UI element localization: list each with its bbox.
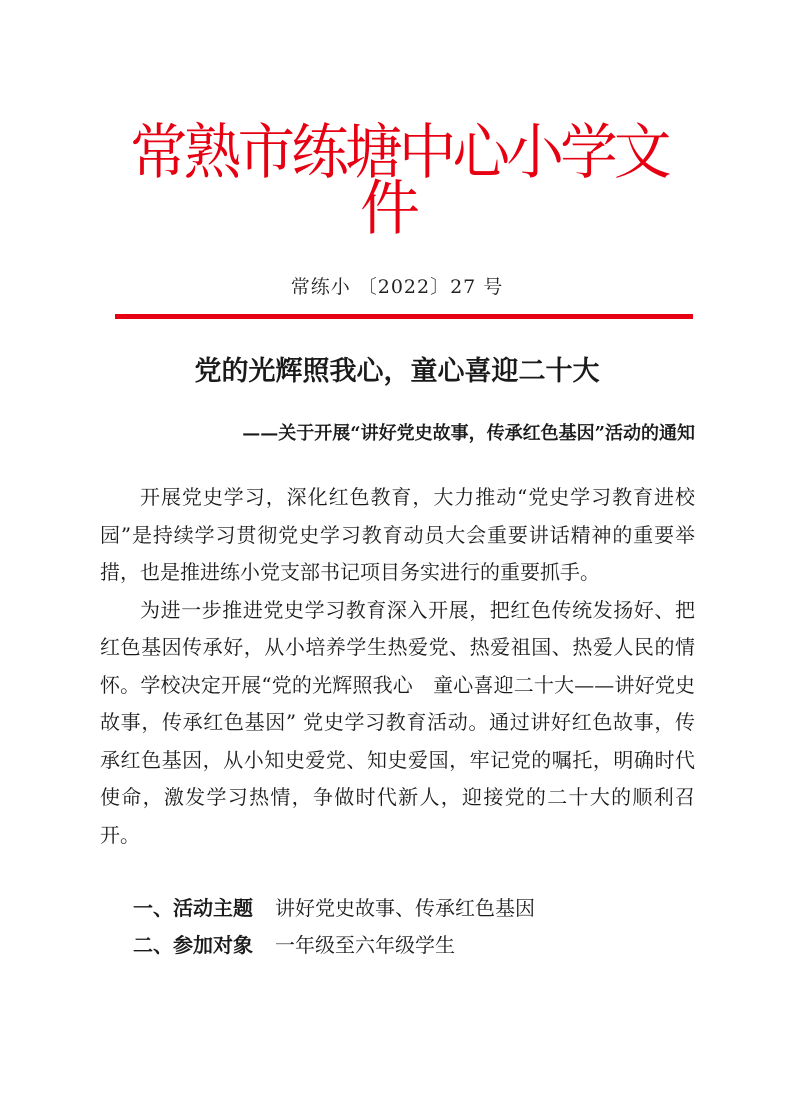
org-masthead xyxy=(130,118,690,244)
document-number: 常练小 〔2022〕27 号 xyxy=(290,276,504,298)
paragraph-2: 为进一步推进党史学习教育深入开展，把红色传统发扬好、把红色基因传承好，从小培养学生热爱党、热爱祖国、热爱人民的情怀。学校决定开展“党的光辉照我心 童心喜迎二十大——讲好党史故事，传承红色基因” 党史学习教育活动。通过讲好红色故事，传承红色基因，从小知史爱党、知史爱国，牢记党的嘱托，明确时代使命，激发学习热情，争做时代新人，迎接党的二十大的顺利召开。 xyxy=(100,597,695,847)
section-activity-theme xyxy=(133,893,535,923)
section-heading: 一、活动主题 xyxy=(133,896,253,920)
body-text xyxy=(100,479,695,854)
paragraph-1: 开展党史学习，深化红色教育，大力推动“党史学习教育进校园”是持续学习贯彻党史学习教育动员大会重要讲话精神的重要举措，也是推进练小党支部书记项目务实进行的重要抓手。 xyxy=(100,485,695,584)
section-value: 一年级至六年级学生 xyxy=(275,933,455,957)
red-divider xyxy=(115,314,693,319)
section-heading: 二、参加对象 xyxy=(133,933,253,957)
page-title: 党的光辉照我心，童心喜迎二十大 xyxy=(194,356,600,387)
org-title-line2: 件 xyxy=(360,174,420,244)
section-value: 讲好党史故事、传承红色基因 xyxy=(275,896,535,920)
section-participants xyxy=(133,930,455,960)
org-title-line1: 常熟市练塘中心小学文 xyxy=(130,118,668,188)
page-subtitle: ——关于开展“讲好党史故事，传承红色基因”活动的通知 xyxy=(242,423,695,444)
